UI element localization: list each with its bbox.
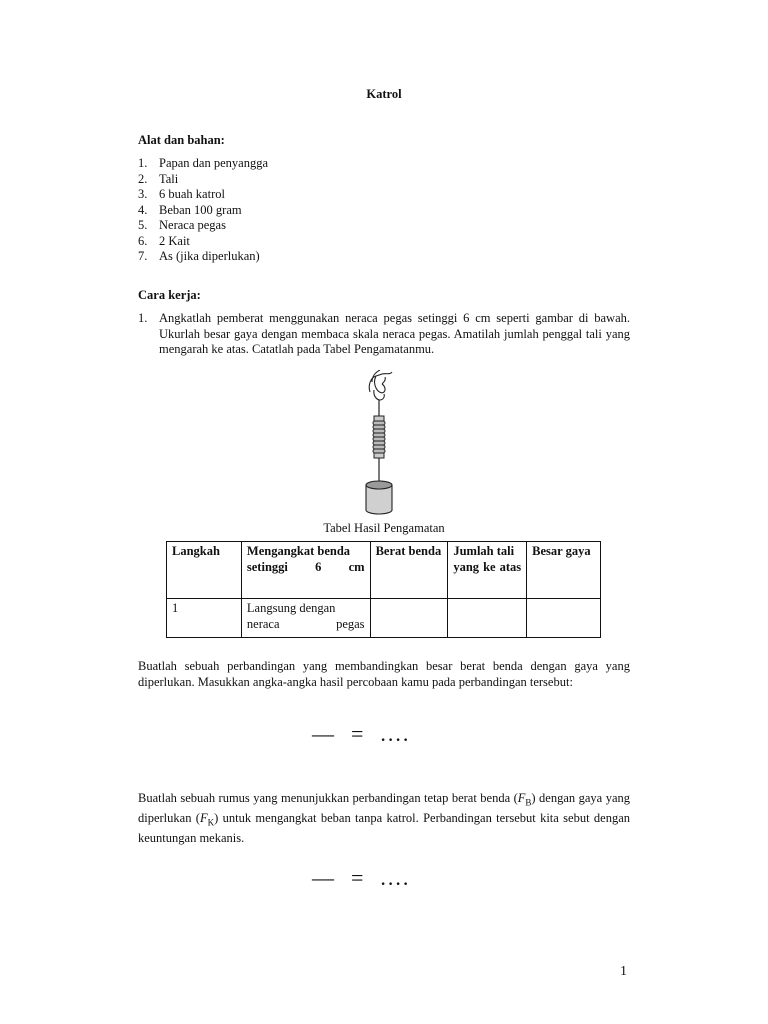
table-row: [167, 599, 601, 638]
list-item-text: 6 buah katrol: [159, 187, 225, 201]
list-item-number: 1.: [138, 156, 148, 170]
list-item-text: Neraca pegas: [159, 218, 226, 232]
list-item: [138, 234, 268, 250]
table-header: Besar gaya: [527, 542, 601, 599]
list-item: [138, 218, 268, 234]
list-item: [138, 249, 268, 265]
table-header: Langkah: [167, 542, 242, 599]
table-header: Jumlah tali yang ke atas: [448, 542, 527, 599]
document-title: Katrol: [366, 87, 402, 101]
list-item: [138, 187, 268, 203]
materials-list: [138, 156, 268, 265]
symbol-fk-subscript: K: [207, 817, 215, 828]
list-item-text: Tali: [159, 171, 179, 186]
table-caption: Tabel Hasil Pengamatan: [323, 521, 445, 535]
list-item: [138, 172, 268, 188]
paragraph-text: ) untuk mengangkat beban tanpa katrol. Perbandingan tersebut kita sebut dengan keuntungan mekanis.: [138, 811, 630, 845]
list-item: [138, 203, 268, 219]
formula-mechanical-advantage: — = ....: [312, 865, 411, 890]
table-header: Berat benda: [370, 542, 448, 599]
symbol-fb-subscript: B: [525, 797, 532, 808]
procedure-step: [138, 311, 630, 358]
list-item-number: 5.: [138, 218, 148, 232]
paragraph-text: ) dengan gaya yang diperlukan (: [138, 791, 630, 825]
list-item: [138, 156, 268, 172]
list-item-text: Papan dan penyangga: [159, 156, 268, 170]
list-item-text: As (jika diperlukan): [159, 249, 260, 263]
step-number: 1.: [138, 311, 148, 325]
list-item-number: 6.: [138, 233, 148, 248]
formula-ratio: — = ....: [312, 721, 411, 746]
table-cell: [448, 599, 527, 638]
table-cell: 1: [167, 599, 242, 638]
list-item-text: Beban 100 gram: [159, 202, 242, 217]
materials-heading: Alat dan bahan:: [138, 133, 225, 147]
list-item-text: 2 Kait: [159, 233, 190, 248]
step-text: Angkatlah pemberat menggunakan neraca pegas setinggi 6 cm seperti gambar di bawah. Ukurlah besar gaya dengan membaca skala neraca pegas. Amatilah jumlah penggal tali yang mengarah ke atas. Catatlah pada Tabel Pengamatanmu.: [159, 311, 630, 356]
list-item-number: 2.: [138, 171, 148, 186]
symbol-fb: F: [517, 791, 526, 805]
paragraph-text: Buatlah sebuah rumus yang menunjukkan perbandingan tetap berat benda (: [138, 791, 518, 805]
table-header: Mengangkat benda setinggi 6 cm: [241, 542, 370, 599]
procedure-heading: Cara kerja:: [138, 288, 201, 302]
page-number: 1: [620, 964, 627, 979]
paragraph-comparison: Buatlah sebuah perbandingan yang membandingkan besar berat benda dengan gaya yang diperlukan. Masukkan angka-angka hasil percobaan kamu pada perbandingan tersebut:: [138, 659, 630, 689]
table-cell: [527, 599, 601, 638]
list-item-number: 4.: [138, 202, 148, 217]
table-cell: Langsung dengan neraca pegas: [241, 599, 370, 638]
symbol-fk: F: [199, 811, 208, 825]
table-cell: [370, 599, 448, 638]
hand-spring-scale-weight-icon: [352, 370, 412, 515]
list-item-number: 7.: [138, 249, 148, 263]
observation-table: [166, 541, 601, 638]
table-header-row: [167, 542, 601, 599]
paragraph-mechanical-advantage: [138, 791, 630, 847]
list-item-number: 3.: [138, 187, 148, 201]
